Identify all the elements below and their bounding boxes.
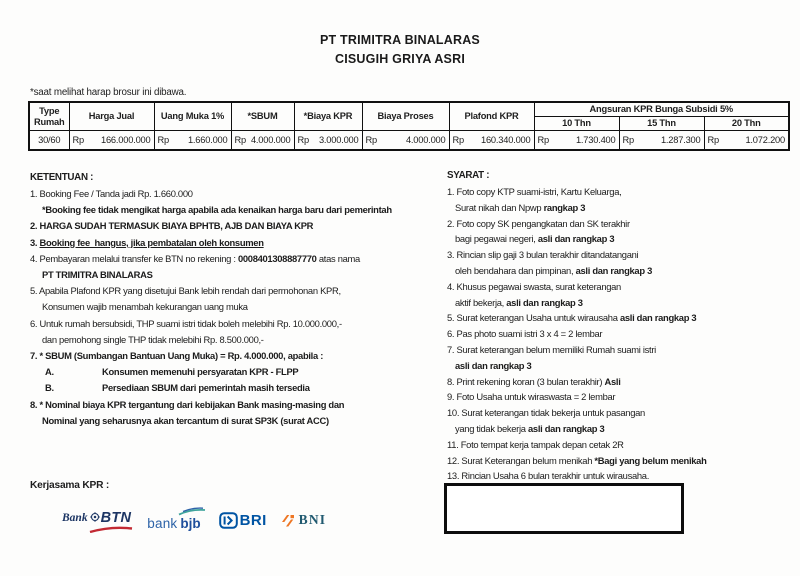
bank-bni-logo [281, 512, 327, 528]
bri-name-text: BRI [239, 511, 267, 529]
line-segment: 4. Pembayaran melalui transfer ke BTN no rekening : [30, 252, 238, 264]
line-segment: asli dan rangkap 3 [537, 233, 615, 245]
line-segment: asli dan rangkap 3 [619, 312, 697, 324]
list-line [30, 283, 448, 299]
syarat-list [447, 184, 792, 484]
btn-name-text: BTN [100, 510, 132, 526]
line-segment: 5. Apabila Plafond KPR yang disetujui Bank lebih rendah dari permohonan KPR, [30, 285, 341, 297]
list-line [30, 202, 448, 218]
list-line [447, 405, 792, 421]
cell-value: 1.660.000 [187, 135, 228, 145]
line-segment: 8. Print rekening koran (3 bulan terakhir) [447, 375, 605, 387]
cell-biaya-kpr [294, 131, 362, 151]
cell-value: 1.287.300 [660, 135, 701, 145]
line-segment: yang tidak bekerja [455, 422, 528, 434]
line-segment: 7. Surat keterangan belum memiliki Rumah suami istri [447, 343, 656, 355]
list-line [30, 251, 448, 267]
line-segment: asli dan rangkap 3 [455, 359, 532, 371]
list-line [30, 364, 448, 380]
bri-emblem-icon [219, 512, 238, 529]
header-biaya-proses: Biaya Proses [362, 102, 449, 131]
line-segment: 1. Foto copy KTP suami-istri, Kartu Keluarga, [447, 186, 622, 197]
line-segment: 9. Foto Usaha untuk wiraswasta = 2 lembar [447, 391, 616, 403]
list-line [447, 326, 792, 342]
empty-annotation-box [444, 483, 684, 534]
syarat-heading: SYARAT : [447, 170, 490, 181]
cell-uang-muka [154, 131, 231, 151]
list-line [447, 389, 792, 405]
line-segment: 0008401308887770 [237, 252, 317, 264]
bank-bjb-logo [147, 510, 200, 531]
currency-label: Rp [72, 135, 84, 145]
line-segment: A. [45, 366, 54, 378]
list-line [30, 380, 448, 396]
list-line [30, 397, 448, 413]
currency-label: Rp [234, 135, 246, 145]
header-tenor-20: 20 Thn [704, 117, 789, 131]
header-tenor-10: 10 Thn [534, 117, 619, 131]
line-segment: 13. Rincian Usaha 6 bulan terakhir untuk wirausaha. [447, 470, 650, 482]
bjb-bank-word: bank [147, 515, 178, 531]
list-line [447, 453, 792, 469]
list-line [447, 200, 792, 216]
ketentuan-section [30, 169, 448, 429]
bank-btn-logo [62, 510, 131, 530]
line-segment: Nominal yang seharusnya akan tercantum di surat SP3K (surat ACC) [42, 414, 329, 426]
btn-bank-word: Bank [62, 512, 88, 524]
cell-value: 4.000.000 [405, 135, 446, 145]
cell-value: 3.000.000 [318, 135, 359, 145]
currency-label: Rp [365, 135, 377, 145]
line-segment: 5. Surat keterangan Usaha untuk wirausaha [447, 312, 620, 324]
list-line [447, 468, 792, 484]
list-line [447, 342, 792, 358]
list-line [447, 263, 792, 279]
line-segment: Surat nikah dan Npwp [455, 201, 544, 213]
list-line [30, 186, 448, 202]
line-segment: 2. HARGA SUDAH TERMASUK BIAYA BPHTB, AJB DAN BIAYA KPR [30, 220, 314, 232]
table-data-row [29, 131, 789, 151]
list-line [447, 216, 792, 232]
line-segment: Asli [604, 375, 621, 387]
currency-label: Rp [452, 135, 464, 145]
currency-label: Rp [707, 135, 719, 145]
list-line [30, 267, 448, 283]
syarat-section [447, 167, 792, 484]
header-angsuran-group: Angsuran KPR Bunga Subsidi 5% [534, 102, 789, 117]
cell-value: 1.072.200 [745, 135, 785, 145]
currency-label: Rp [157, 135, 169, 145]
line-segment: 1. Booking Fee / Tanda jadi Rp. 1.660.000 [30, 188, 193, 199]
list-line [30, 218, 448, 234]
header-uang-muka: Uang Muka 1% [154, 102, 231, 131]
line-segment: Konsumen wajib menambah kekurangan uang muka [42, 301, 248, 313]
list-line [30, 332, 448, 348]
cell-value: 1.730.400 [575, 135, 616, 145]
line-segment: aktif bekerja, [455, 296, 507, 308]
line-segment: atas nama [316, 252, 360, 264]
line-segment: Persediaan SBUM dari pemerintah masih tersedia [102, 382, 310, 394]
list-line [447, 247, 792, 263]
ketentuan-heading: KETENTUAN : [30, 172, 94, 183]
cell-value: 160.340.000 [480, 135, 531, 145]
line-segment: Konsumen memenuhi persyaratan KPR - FLPP [102, 366, 299, 378]
line-segment: 7. * SBUM (Sumbangan Bantuan Uang Muka) = Rp. 4.000.000, apabila : [30, 350, 324, 362]
header-harga-jual: Harga Jual [69, 102, 154, 131]
cell-sbum [231, 131, 294, 151]
document-title [0, 31, 800, 69]
header-plafond-kpr: Plafond KPR [449, 102, 534, 131]
cell-harga-jual [69, 131, 154, 151]
cell-biaya-proses [362, 131, 449, 151]
list-line [30, 316, 448, 332]
cell-angsuran-10 [534, 131, 619, 151]
brochure-note: *saat melihat harap brosur ini dibawa. [30, 87, 187, 98]
line-segment: asli dan rangkap 3 [506, 296, 583, 308]
cell-angsuran-20 [704, 131, 789, 151]
company-name: PT TRIMITRA BINALARAS [320, 33, 480, 47]
line-segment: 6. Untuk rumah bersubsidi, THP suami istri tidak boleh melebihi Rp. 10.000.000,- [30, 317, 342, 329]
line-segment: B. [45, 382, 54, 394]
btn-red-swoosh-icon [89, 526, 133, 533]
bni-name-text: BNI [298, 512, 327, 527]
header-sbum: *SBUM [231, 102, 294, 131]
cell-value: 166.000.000 [100, 135, 151, 145]
bjb-name-text: bjb [180, 515, 201, 531]
line-segment: 3. [30, 236, 40, 248]
line-segment: 10. Surat keterangan tidak bekerja untuk pasangan [447, 407, 645, 419]
bjb-swoosh-icon [177, 507, 207, 516]
cell-type-rumah: 30/60 [29, 131, 69, 151]
list-line [30, 299, 448, 315]
header-tenor-15: 15 Thn [619, 117, 704, 131]
bank-logos-row [62, 505, 326, 535]
line-segment: 2. Foto copy SK pengangkatan dan SK terakhir [447, 217, 630, 229]
line-segment: 11. Foto tempat kerja tampak depan cetak 2R [447, 438, 624, 450]
kerjasama-heading: Kerjasama KPR : [30, 480, 110, 491]
list-line [447, 374, 792, 390]
currency-label: Rp [297, 135, 309, 145]
line-segment: 6. Pas photo suami istri 3 x 4 = 2 lembar [447, 328, 603, 340]
cell-angsuran-15 [619, 131, 704, 151]
bni-emblem-icon [281, 514, 296, 527]
line-segment: oleh bendahara dan pimpinan, [455, 264, 576, 276]
price-table [28, 101, 790, 151]
line-segment: dan pemohong single THP tidak melebihi Rp. 8.500.000,- [42, 333, 264, 345]
line-segment: *Bagi yang belum menikah [594, 454, 707, 466]
line-segment: 12. Surat Keterangan belum menikah [447, 454, 595, 466]
cell-plafond-kpr [449, 131, 534, 151]
line-segment: *Booking fee tidak mengikat harga apabila ada kenaikan harga baru dari pemerintah [42, 204, 392, 216]
line-segment: PT TRIMITRA BINALARAS [42, 269, 153, 281]
list-line [447, 421, 792, 437]
ketentuan-list [30, 186, 448, 429]
currency-label: Rp [622, 135, 634, 145]
line-segment: rangkap 3 [543, 201, 586, 213]
line-segment: Booking fee hangus, jika pembatalan oleh konsumen [39, 236, 264, 248]
currency-label: Rp [537, 135, 549, 145]
list-line [30, 348, 448, 364]
list-line [447, 358, 792, 374]
line-segment: 4. Khusus pegawai swasta, surat keterangan [447, 280, 621, 292]
line-segment: 3. Rincian slip gaji 3 bulan terakhir ditandatangani [447, 249, 639, 261]
line-segment: asli dan rangkap 3 [528, 422, 605, 434]
header-biaya-kpr: *Biaya KPR [294, 102, 362, 131]
list-line [447, 231, 792, 247]
list-line [30, 413, 448, 429]
line-segment: asli dan rangkap 3 [575, 264, 652, 276]
list-line [447, 310, 792, 326]
list-line [447, 295, 792, 311]
table-header-row-1 [29, 102, 789, 117]
list-line [447, 279, 792, 295]
project-name: CISUGIH GRIYA ASRI [334, 52, 465, 66]
list-line [447, 437, 792, 453]
bank-bri-logo [219, 512, 267, 529]
btn-gear-icon [90, 512, 100, 522]
line-segment: bagi pegawai negeri, [455, 233, 538, 245]
cell-value: 4.000.000 [250, 135, 291, 145]
line-segment: 8. * Nominal biaya KPR tergantung dari kebijakan Bank masing-masing dan [30, 398, 345, 410]
list-line [447, 184, 792, 200]
list-line [30, 235, 448, 251]
header-type-rumah: Type Rumah [29, 102, 69, 131]
